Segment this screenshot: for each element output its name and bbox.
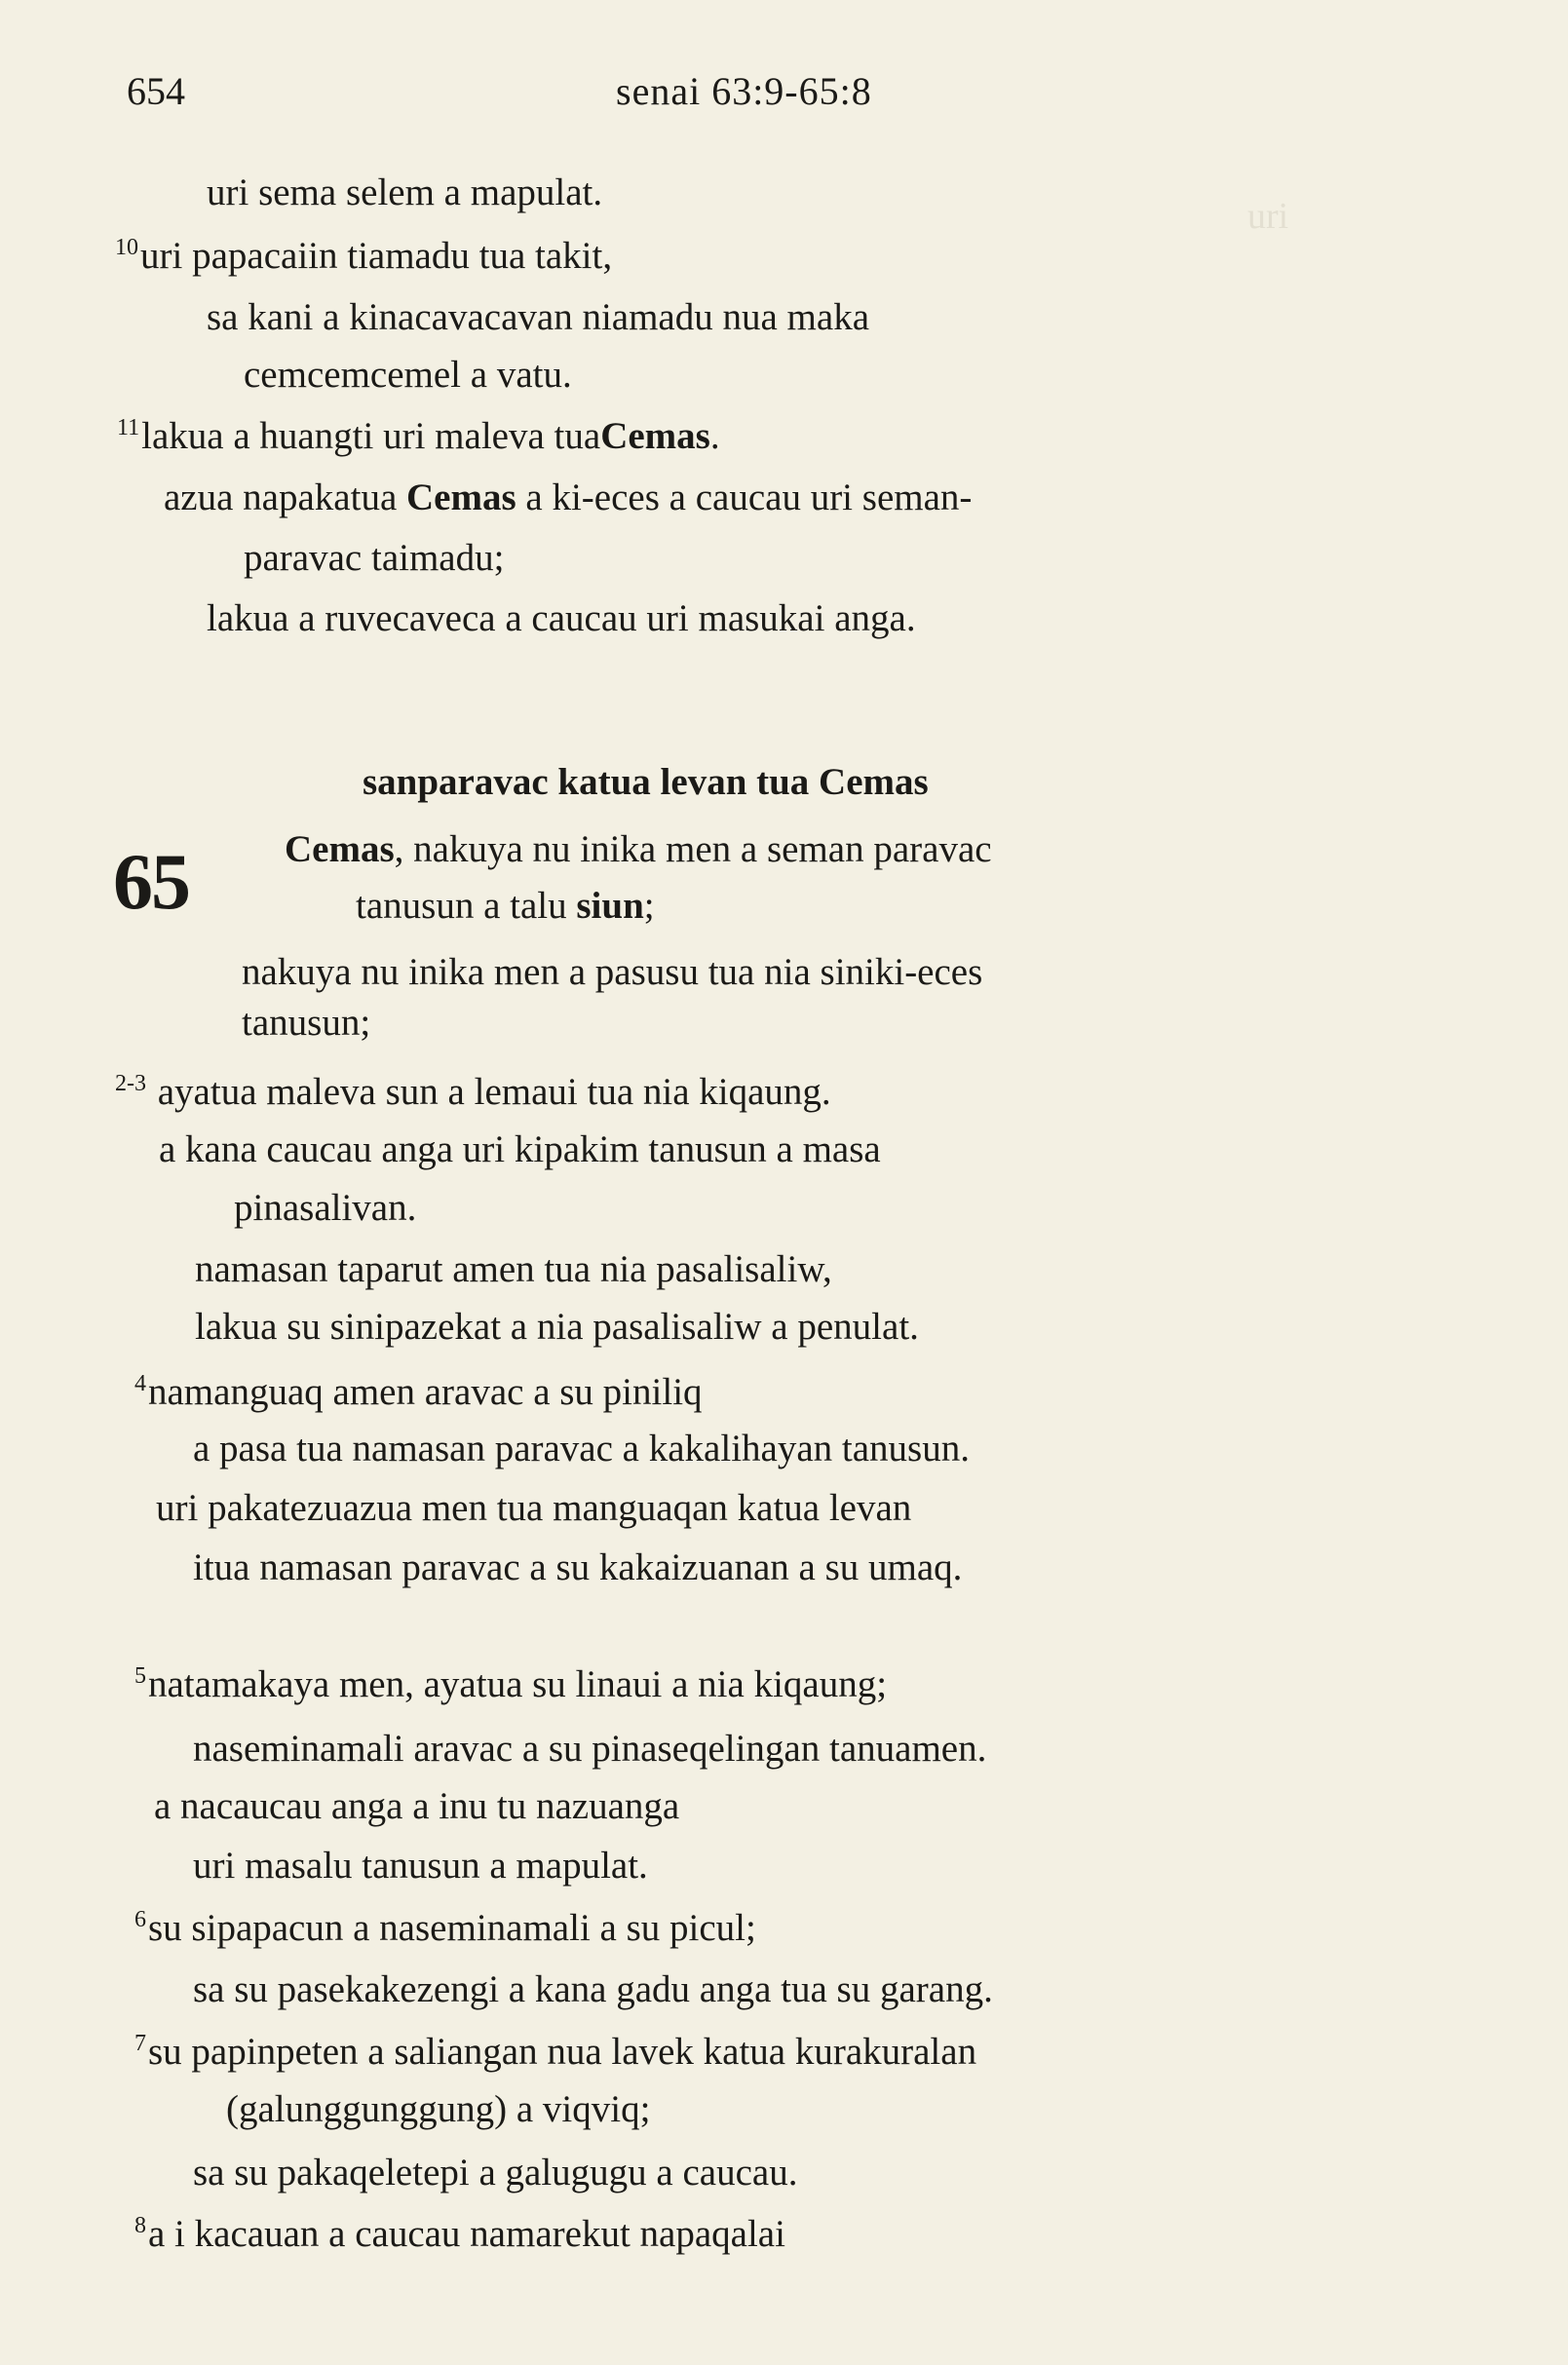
bleed-through: uri — [1247, 196, 1289, 237]
section-title: sanparavac katua levan tua Cemas — [363, 761, 929, 803]
verse-line: paravac taimadu; — [244, 537, 505, 579]
verse-line: $^6$su sipapacun a naseminamali a su picul; — [134, 1907, 756, 1949]
verse-line: nakuya nu inika men a pasusu tua nia siniki-eces — [242, 951, 983, 993]
verse-line: naseminamali aravac a su pinaseqelingan tanuamen. — [193, 1728, 987, 1770]
verse-line: $^7$su papinpeten a saliangan nua lavek katua kurakuralan — [134, 2031, 977, 2073]
verse-line: sa su pasekakezengi a kana gadu anga tua su garang. — [193, 1968, 993, 2010]
verse-line: uri masalu tanusun a mapulat. — [193, 1845, 648, 1887]
verse-line: tanusun; — [242, 1002, 371, 1044]
verse-line: (galunggunggung) a viqviq; — [226, 2088, 651, 2130]
verse-line: sa su pakaqeletepi a galugugu a caucau. — [193, 2152, 798, 2193]
verse-line: $^5$natamakaya men, ayatua su linaui a nia kiqaung; — [134, 1663, 888, 1705]
verse-number: 4 — [134, 1371, 146, 1396]
page-number: 654 — [127, 69, 185, 113]
verse-number: 11 — [117, 415, 140, 440]
verse-line: tanusun a talu siun; — [356, 885, 655, 927]
verse-line: lakua a ruvecaveca a caucau uri masukai anga. — [207, 597, 916, 639]
verse-line: a pasa tua namasan paravac a kakalihayan tanusun. — [193, 1428, 970, 1469]
verse-line: namasan taparut amen tua nia pasalisaliw, — [195, 1248, 832, 1290]
verse-line: lakua su sinipazekat a nia pasalisaliw a penulat. — [195, 1306, 919, 1348]
verse-number: 5 — [134, 1663, 146, 1689]
verse-line: sa kani a kinacavacavan niamadu nua maka — [207, 296, 870, 338]
chapter-number: 65 — [113, 837, 189, 926]
verse-line: pinasalivan. — [234, 1187, 417, 1229]
verse-number: 2-3 — [115, 1071, 146, 1096]
verse-line: uri pakatezuazua men tua manguaqan katua levan — [156, 1487, 912, 1529]
verse-line: azua napakatua Cemas a ki-eces a caucau uri seman- — [164, 477, 973, 518]
verse-line: itua namasan paravac a su kakaizuanan a su umaq. — [193, 1546, 963, 1588]
page-header — [0, 68, 1568, 127]
verse-number: 8 — [134, 2213, 146, 2238]
verse-line: $^{2-3}$ ayatua maleva sun a lemaui tua nia kiqaung. — [115, 1071, 831, 1113]
verse-line: Cemas, nakuya nu inika men a seman paravac — [285, 828, 992, 870]
verse-line: $^{10}$uri papacaiin tiamadu tua takit, — [115, 235, 613, 277]
verse-line: cemcemcemel a vatu. — [244, 354, 572, 396]
verse-line: $^8$a i kacauan a caucau namarekut napaqalai — [134, 2213, 785, 2255]
verse-line: uri sema selem a mapulat. — [207, 172, 603, 213]
verse-line: a kana caucau anga uri kipakim tanusun a masa — [159, 1128, 881, 1170]
verse-line: a nacaucau anga a inu tu nazuanga — [154, 1785, 680, 1827]
verse-number: 6 — [134, 1907, 146, 1932]
verse-line: $^4$namanguaq amen aravac a su piniliq — [134, 1371, 703, 1413]
verse-number: 10 — [115, 235, 138, 260]
verse-line: $^{11}$lakua a huangti uri maleva tuaCemas. — [117, 415, 720, 457]
verse-number: 7 — [134, 2031, 146, 2056]
running-head: senai 63:9-65:8 — [616, 69, 872, 113]
